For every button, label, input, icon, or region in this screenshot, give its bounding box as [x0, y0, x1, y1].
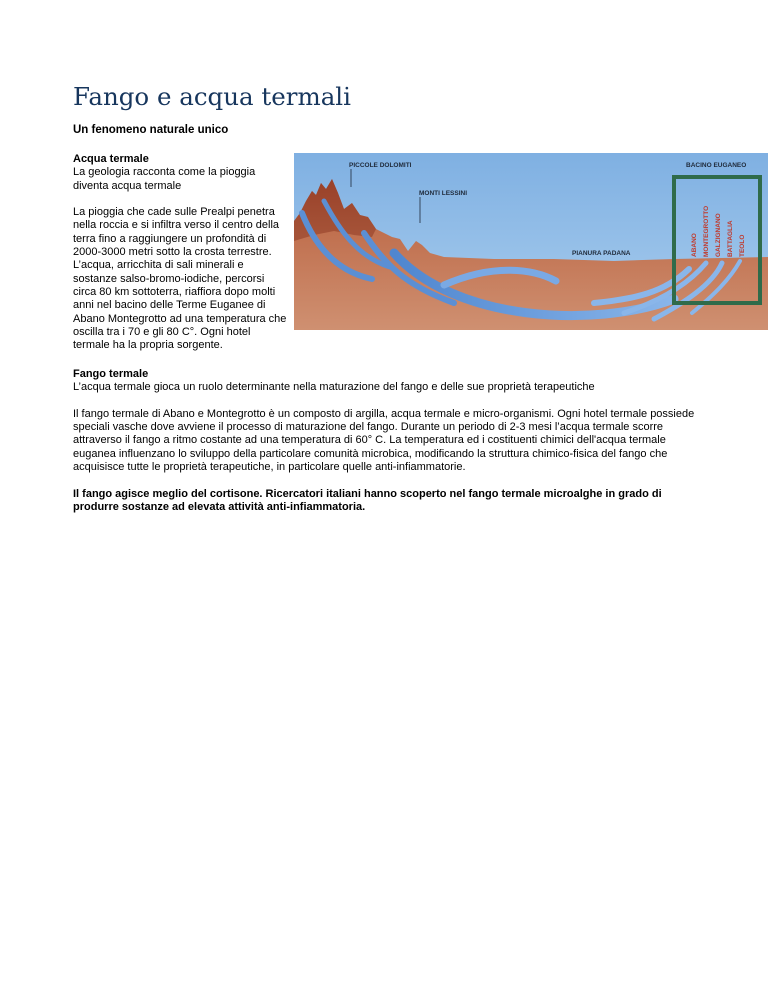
town-label: TEOLO [739, 234, 746, 257]
section-acqua-termale [73, 153, 288, 352]
section-body-acqua: La pioggia che cade sulle Prealpi penetra nella roccia e si infiltra verso il centro della terra fino a raggiungere un profondità di 2000-3000 metri sotto la crosta terrestre. L’acqua, arricchita di sali minerali e sostanze salso-bromo-iodiche, percorsi circa 80 km sottoterra, riaffiora dopo molti anni nel bacino delle Terme Euganee di Abano Montegrotto ad una temperatura che oscilla tra i 70 e gli 80 C°. Ogni hotel termale ha la propria sorgente. [73, 206, 287, 352]
section-lead-fango: L’acqua termale gioca un ruolo determinante nella maturazione del fango e delle sue proprietà terapeutiche [73, 381, 595, 394]
section-lead-acqua: La geologia racconta come la pioggia diventa acqua termale [73, 166, 256, 192]
label-pianura-padana: PIANURA PADANA [572, 250, 631, 257]
geology-diagram-svg [294, 153, 768, 330]
section-fango-termale [73, 368, 703, 514]
label-bacino-euganeo: BACINO EUGANEO [686, 162, 747, 169]
page-subtitle: Un fenomeno naturale unico [73, 124, 229, 136]
town-label: MONTEGROTTO [703, 205, 710, 257]
geology-illustration [294, 153, 768, 330]
town-label: ABANO [691, 233, 698, 257]
label-piccole-dolomiti: PICCOLE DOLOMITI [349, 162, 412, 169]
town-label: BATTAGLIA [727, 220, 734, 257]
section-body-fango: Il fango termale di Abano e Montegrotto è un composto di argilla, acqua termale e micro-organismi. Ogni hotel termale possiede speciali vasche dove avviene il processo di maturazione del fango. Durante un periodo di 2-3 mesi l’acqua termale scorre attraverso il fango a ritmo costante ad una temperatura di 60° C. La temperatura ed i costituenti chimici dell'acqua termale euganea influenzano lo sviluppo della particolare comunità microbica, modificando la struttura chimico-fisica del fango che acquisisce tutte le proprietà terapeutiche, in particolare quelle anti-infiammatorie. [73, 407, 695, 474]
section-heading-fango: Fango termale [73, 368, 149, 380]
page-title: Fango e acqua termali [73, 82, 351, 111]
town-label: GALZIGNANO [715, 213, 722, 257]
section-closing-fango: Il fango agisce meglio del cortisone. Ricercatori italiani hanno scoperto nel fango termale microalghe in grado di produrre sostanze ad elevata attività anti-infiammatoria. [73, 487, 662, 513]
label-monti-lessini: MONTI LESSINI [419, 190, 468, 197]
section-heading-acqua: Acqua termale [73, 153, 149, 165]
